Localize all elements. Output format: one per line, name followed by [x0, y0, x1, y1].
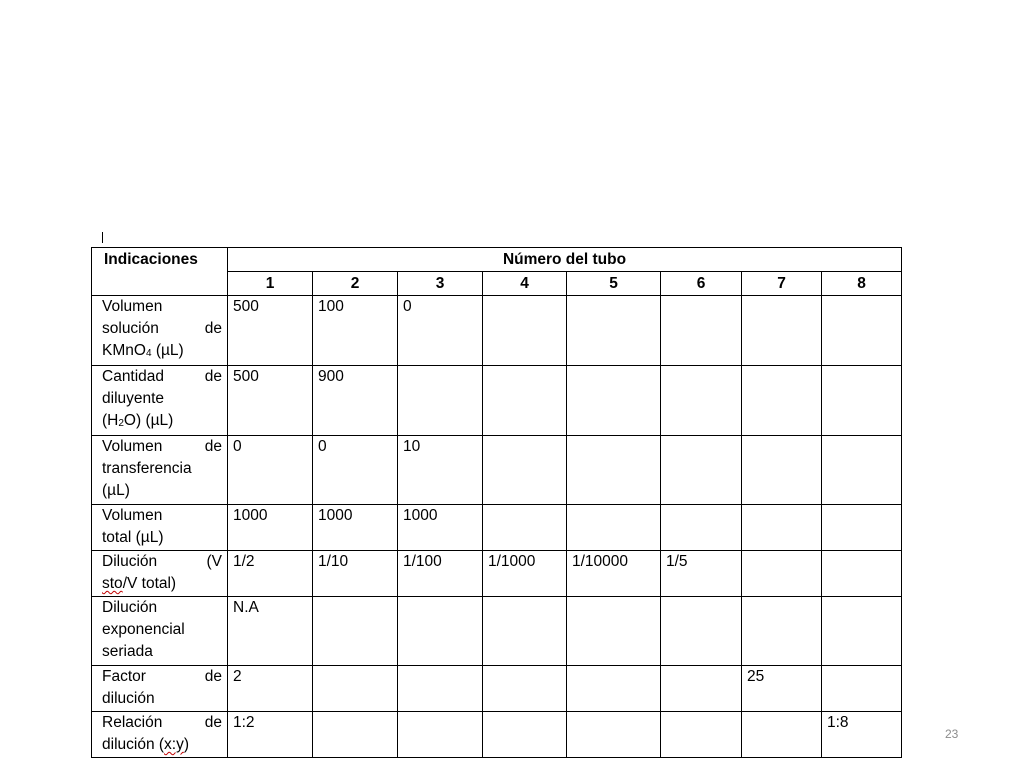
cell — [822, 366, 902, 436]
tube-number-header: Número del tubo — [228, 248, 902, 272]
cell — [398, 366, 483, 436]
cell — [313, 712, 398, 758]
text-cursor — [102, 232, 103, 243]
cell — [822, 436, 902, 505]
cell — [398, 712, 483, 758]
cell — [483, 436, 567, 505]
cell — [567, 712, 661, 758]
table-row — [92, 712, 902, 758]
cell: 500 — [228, 296, 313, 366]
cell — [567, 597, 661, 666]
cell: 1:8 — [822, 712, 902, 758]
row-label-total-volume: Volumen total (µL) — [92, 505, 228, 551]
cell — [822, 296, 902, 366]
cell — [398, 666, 483, 712]
cell — [313, 666, 398, 712]
cell: 1/5 — [661, 551, 742, 597]
row-label-dilution-ratio: Relación de dilución (x:y) — [92, 712, 228, 758]
cell: 1/1000 — [483, 551, 567, 597]
cell — [822, 666, 902, 712]
row-label-diluent-amount: Cantidad de diluyente $(H_2O)$ (µL) — [92, 366, 228, 436]
cell — [661, 366, 742, 436]
cell: 0 — [313, 436, 398, 505]
cell — [742, 505, 822, 551]
tube-4-header: 4 — [483, 272, 567, 296]
table-row — [92, 366, 902, 436]
cell: 100 — [313, 296, 398, 366]
tube-3-header: 3 — [398, 272, 483, 296]
cell — [661, 666, 742, 712]
cell — [483, 712, 567, 758]
cell: 1/100 — [398, 551, 483, 597]
header-row — [92, 248, 902, 272]
cell — [742, 551, 822, 597]
cell: 25 — [742, 666, 822, 712]
cell — [398, 597, 483, 666]
table-row — [92, 666, 902, 712]
dilution-table — [91, 247, 902, 758]
cell — [567, 296, 661, 366]
cell — [742, 597, 822, 666]
cell: 1/2 — [228, 551, 313, 597]
page-number: 23 — [945, 727, 959, 741]
cell: 0 — [228, 436, 313, 505]
cell: 900 — [313, 366, 398, 436]
table-row — [92, 436, 902, 505]
cell: N.A — [228, 597, 313, 666]
cell — [661, 296, 742, 366]
cell — [567, 436, 661, 505]
cell — [567, 505, 661, 551]
cell — [661, 436, 742, 505]
cell — [313, 597, 398, 666]
cell: 0 — [398, 296, 483, 366]
cell — [822, 505, 902, 551]
cell — [742, 712, 822, 758]
tube-8-header: 8 — [822, 272, 902, 296]
cell — [661, 505, 742, 551]
cell: 2 — [228, 666, 313, 712]
cell — [742, 436, 822, 505]
cell — [742, 296, 822, 366]
cell — [567, 366, 661, 436]
cell: 1/10 — [313, 551, 398, 597]
table-row — [92, 551, 902, 597]
indicaciones-header: Indicaciones — [92, 248, 228, 296]
cell: 1/10000 — [567, 551, 661, 597]
cell: 500 — [228, 366, 313, 436]
cell: 1000 — [228, 505, 313, 551]
cell: 1000 — [313, 505, 398, 551]
cell — [661, 597, 742, 666]
tube-1-header: 1 — [228, 272, 313, 296]
row-label-kmno4-volume: Volumen solución de KMnO$_4$ (µL) — [92, 296, 228, 366]
cell — [661, 712, 742, 758]
table-row — [92, 505, 902, 551]
tube-2-header: 2 — [313, 272, 398, 296]
row-label-serial-dilution: Dilución exponencial seriada — [92, 597, 228, 666]
row-label-dilution-factor: Factor de dilución — [92, 666, 228, 712]
cell — [483, 296, 567, 366]
row-label-dilution: Dilución (V sto/V total) — [92, 551, 228, 597]
cell — [822, 551, 902, 597]
cell: 1:2 — [228, 712, 313, 758]
cell — [567, 666, 661, 712]
cell — [483, 366, 567, 436]
table-row — [92, 296, 902, 366]
cell — [742, 366, 822, 436]
cell: 10 — [398, 436, 483, 505]
cell: 1000 — [398, 505, 483, 551]
tube-6-header: 6 — [661, 272, 742, 296]
cell — [483, 666, 567, 712]
table-row — [92, 597, 902, 666]
cell — [483, 597, 567, 666]
tube-7-header: 7 — [742, 272, 822, 296]
cell — [483, 505, 567, 551]
cell — [822, 597, 902, 666]
tube-5-header: 5 — [567, 272, 661, 296]
row-label-transfer-volume: Volumen de transferencia (µL) — [92, 436, 228, 505]
